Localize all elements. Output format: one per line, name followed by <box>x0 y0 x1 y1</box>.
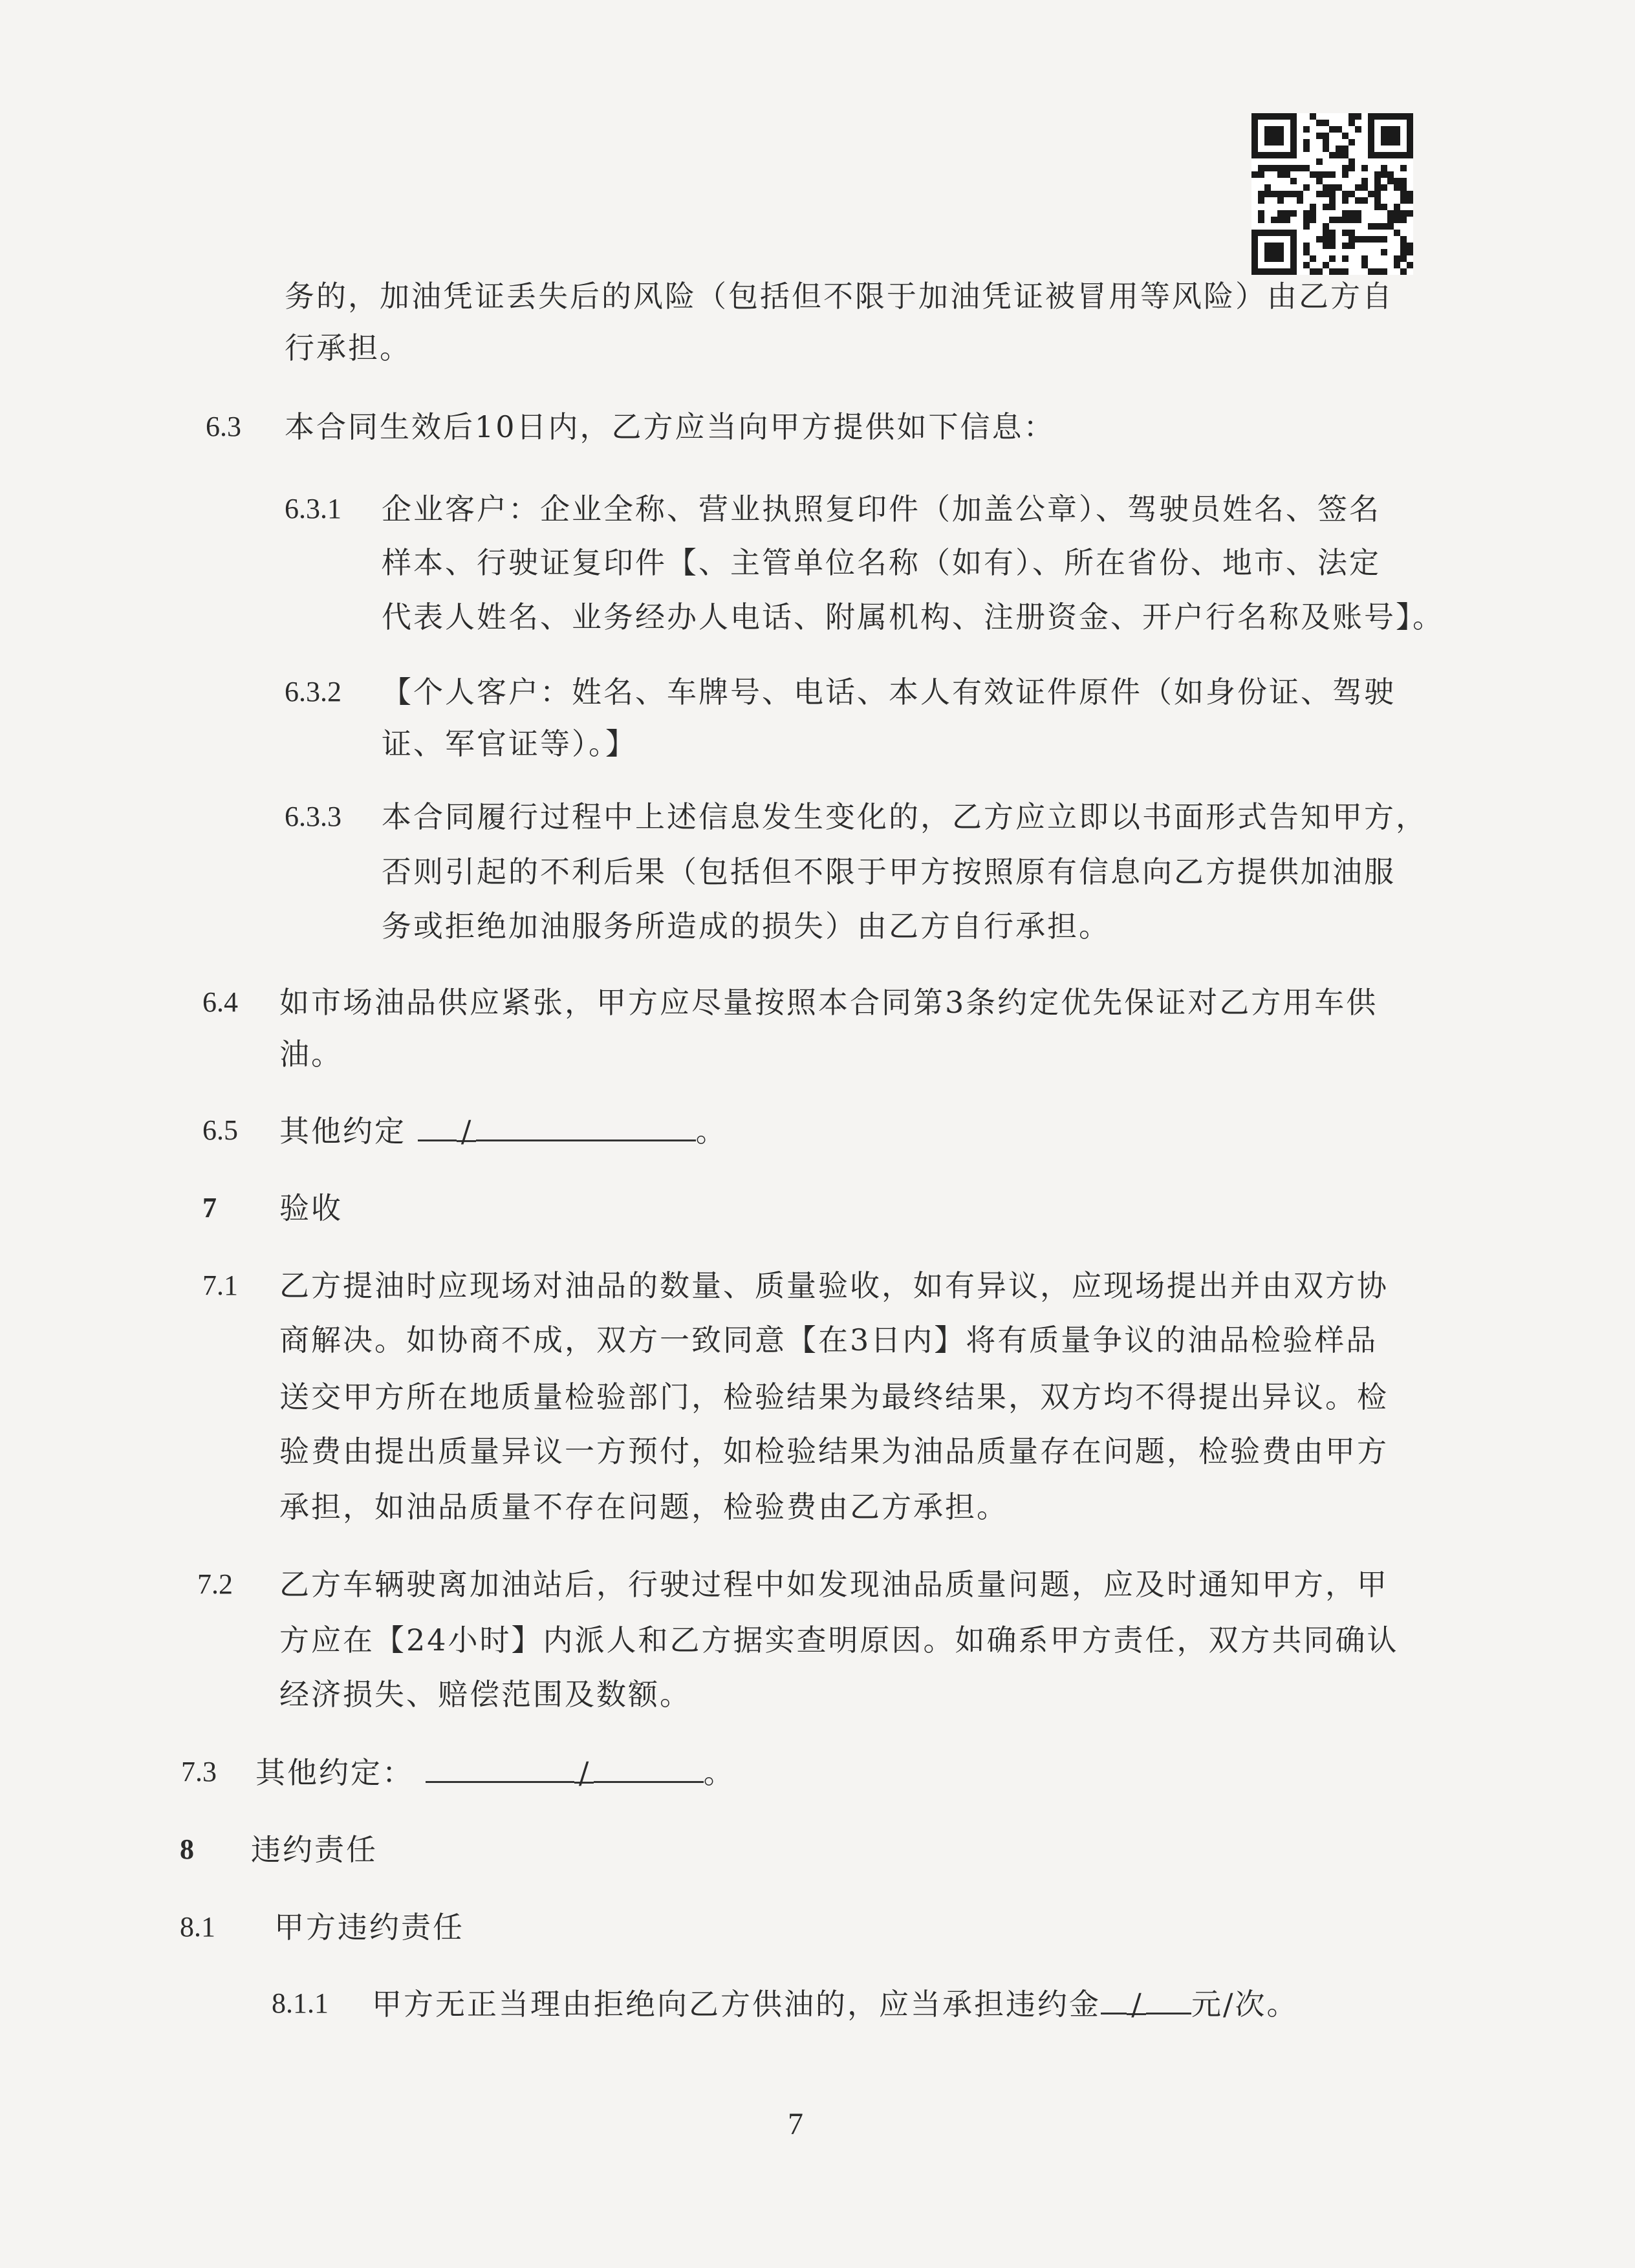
clause-6-5-fill: / <box>457 1112 476 1142</box>
clause-6-5-prefix: 其他约定 <box>279 1114 406 1149</box>
continuation-line-2: 行承担。 <box>285 330 411 365</box>
clause-7-3-blank-1 <box>426 1753 574 1783</box>
clause-7-3-blank-2 <box>594 1753 704 1783</box>
clause-number-6-3-3: 6.3.3 <box>285 801 341 832</box>
clause-number-6-3-1: 6.3.1 <box>285 493 341 524</box>
clause-8-1-1-blank-2 <box>1146 1984 1191 2014</box>
clause-6-3-text: 本合同生效后10日内，乙方应当向甲方提供如下信息： <box>285 409 1056 444</box>
clause-6-3-1-line-2: 样本、行驶证复印件【、主管单位名称（如有）、所在省份、地市、法定 <box>382 545 1381 580</box>
clause-6-5-blank-1 <box>418 1111 457 1141</box>
clause-number-7-1: 7.1 <box>202 1269 238 1301</box>
clause-8-1-1-prefix: 甲方无正当理由拒绝向乙方供油的，应当承担违约金 <box>372 1987 1101 2022</box>
clause-6-3-3-line-3: 务或拒绝加油服务所造成的损失）由乙方自行承担。 <box>382 909 1110 944</box>
clause-6-5-suffix: 。 <box>695 1114 728 1149</box>
clause-7-1-line-3: 送交甲方所在地质量检验部门，检验结果为最终结果，双方均不得提出异议。检 <box>279 1379 1389 1414</box>
clause-7-3-suffix: 。 <box>703 1755 735 1790</box>
clause-7-3-line <box>255 1753 735 1792</box>
clause-7-1-line-4: 验费由提出质量异议一方预付，如检验结果为油品质量存在问题，检验费由甲方 <box>279 1434 1389 1469</box>
clause-number-6-3: 6.3 <box>206 411 241 442</box>
clause-number-6-5: 6.5 <box>202 1114 238 1146</box>
clause-7-2-line-2: 方应在【24小时】内派人和乙方据实查明原因。如确系甲方责任，双方共同确认 <box>279 1623 1399 1658</box>
clause-7-1-line-5: 承担，如油品质量不存在问题，检验费由乙方承担。 <box>279 1489 1008 1524</box>
clause-7-3-prefix: 其他约定： <box>255 1755 414 1790</box>
clause-number-8-1: 8.1 <box>180 1911 215 1943</box>
clause-6-3-3-line-1: 本合同履行过程中上述信息发生变化的，乙方应立即以书面形式告知甲方， <box>382 799 1427 834</box>
clause-8-1-1-suffix: 元/次。 <box>1191 1987 1299 2022</box>
clause-7-1-line-2: 商解决。如协商不成，双方一致同意【在3日内】将有质量争议的油品检验样品 <box>279 1323 1378 1357</box>
clause-8-1-1-line <box>372 1984 1299 2024</box>
clause-6-5-line <box>279 1111 728 1150</box>
section-number-7: 7 <box>202 1192 217 1224</box>
clause-6-4-line-2: 油。 <box>279 1037 343 1072</box>
clause-6-3-2-line-1: 【个人客户：姓名、车牌号、电话、本人有效证件原件（如身份证、驾驶 <box>382 675 1396 709</box>
clause-number-6-3-2: 6.3.2 <box>285 676 341 707</box>
clause-number-7-3: 7.3 <box>181 1756 217 1787</box>
clause-6-3-1-line-1: 企业客户：企业全称、营业执照复印件（加盖公章）、驾驶员姓名、签名 <box>382 491 1381 526</box>
clause-number-6-4: 6.4 <box>202 986 238 1018</box>
page-number: 7 <box>788 2107 803 2141</box>
continuation-line-1: 务的，加油凭证丢失后的风险（包括但不限于加油凭证被冒用等风险）由乙方自 <box>285 279 1394 314</box>
section-7-title: 验收 <box>279 1191 343 1226</box>
clause-7-2-line-3: 经济损失、赔偿范围及数额。 <box>279 1677 691 1712</box>
clause-7-1-line-1: 乙方提油时应现场对油品的数量、质量验收，如有异议，应现场提出并由双方协 <box>279 1268 1389 1303</box>
section-8-title: 违约责任 <box>251 1832 378 1867</box>
clause-8-1-1-blank-1 <box>1101 1984 1127 2014</box>
clause-8-1-1-fill: / <box>1127 1985 1146 2015</box>
clause-7-3-fill: / <box>574 1753 594 1784</box>
clause-6-5-blank-2 <box>476 1111 696 1141</box>
clause-number-7-2: 7.2 <box>197 1568 233 1600</box>
clause-number-8-1-1: 8.1.1 <box>272 1987 329 2019</box>
qr-code-icon <box>1251 113 1413 275</box>
clause-8-1-title: 甲方违约责任 <box>274 1910 464 1945</box>
clause-6-3-2-line-2: 证、军官证等）。】 <box>382 726 637 761</box>
clause-6-3-1-line-3: 代表人姓名、业务经办人电话、附属机构、注册资金、开户行名称及账号】。 <box>382 599 1444 634</box>
clause-6-3-3-line-2: 否则引起的不利后果（包括但不限于甲方按照原有信息向乙方提供加油服 <box>382 854 1396 889</box>
clause-7-2-line-1: 乙方车辆驶离加油站后，行驶过程中如发现油品质量问题，应及时通知甲方，甲 <box>279 1567 1389 1602</box>
section-number-8: 8 <box>180 1833 194 1865</box>
clause-6-4-line-1: 如市场油品供应紧张，甲方应尽量按照本合同第3条约定优先保证对乙方用车供 <box>279 985 1378 1020</box>
